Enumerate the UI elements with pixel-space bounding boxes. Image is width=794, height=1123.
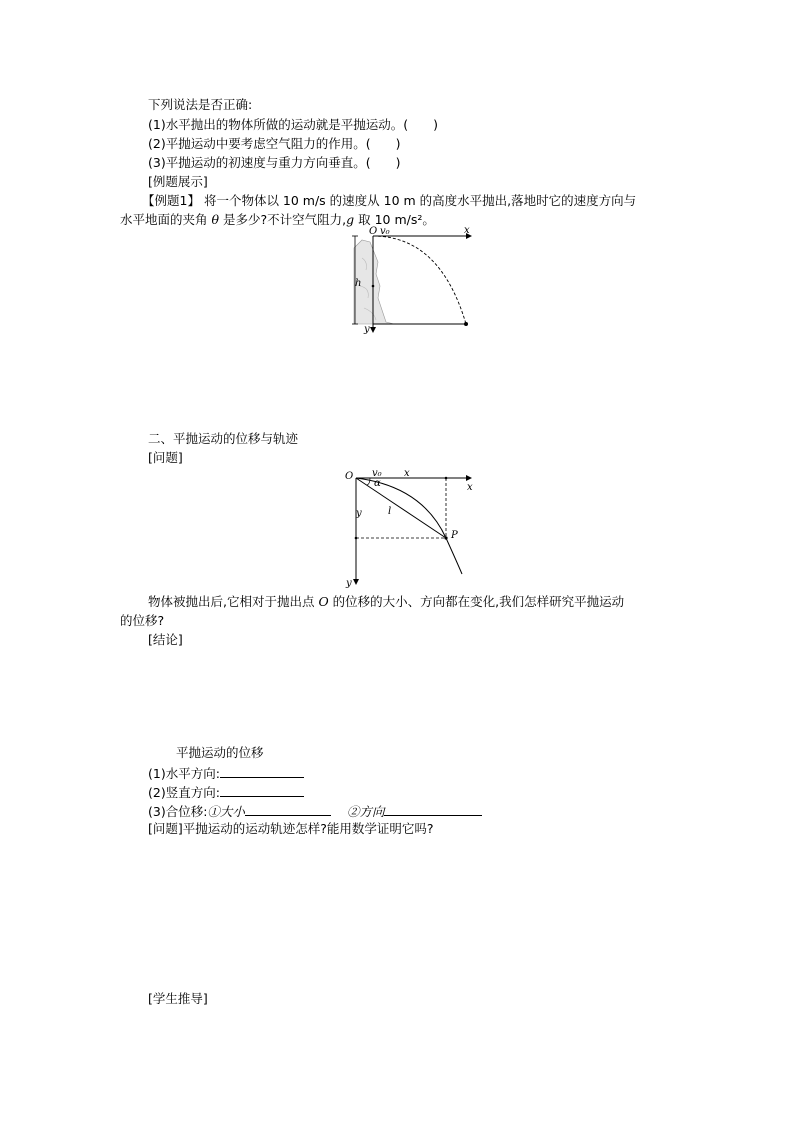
- point-p: [444, 536, 447, 539]
- example-heading: [例题展示]: [148, 174, 208, 189]
- example-text-2b: 是多少?不计空气阻力,: [219, 212, 347, 227]
- direction-blank: [384, 803, 482, 816]
- combined-label: (3)合位移:: [148, 804, 208, 819]
- example-text-2c: 取 10 m/s²。: [354, 212, 435, 227]
- l-label: l: [388, 506, 392, 517]
- conclusion-tag: [结论]: [148, 632, 183, 647]
- v0-label: v₀: [372, 468, 382, 479]
- alpha-label: α: [374, 478, 381, 489]
- vertical-label: (2)竖直方向:: [148, 785, 220, 800]
- student-derivation-tag: [学生推导]: [148, 991, 208, 1006]
- y-label: y: [356, 508, 362, 519]
- displacement-title: 平抛运动的位移: [176, 745, 264, 760]
- horizontal-label: (1)水平方向:: [148, 766, 220, 781]
- example-tag: 【例题1】: [142, 193, 200, 208]
- y-axis-label: y: [346, 578, 352, 589]
- x-top-label: x: [404, 468, 410, 479]
- size-blank: [245, 803, 331, 816]
- question-3: (3)平抛运动的初速度与重力方向垂直。( ): [148, 155, 401, 170]
- landing-point: [464, 322, 468, 326]
- displacement-figure: [342, 466, 482, 590]
- para-text-b: 的位移的大小、方向都在变化,我们怎样研究平抛运动: [328, 594, 625, 609]
- origin-label: O: [345, 471, 354, 482]
- trajectory: [373, 236, 466, 324]
- displacement-line: [356, 478, 446, 538]
- example-text-1: 将一个物体以 10 m/s 的速度从 10 m 的高度水平抛出,落地时它的速度方向与: [203, 193, 637, 208]
- question-2: (2)平抛运动中要考虑空气阻力的作用。( ): [148, 136, 401, 151]
- origin-label: O: [369, 226, 378, 237]
- horizontal-row: [148, 765, 304, 782]
- h-label: h: [355, 278, 362, 289]
- example-text-2a: 水平地面的夹角: [120, 212, 212, 227]
- example-1-line1: [142, 193, 636, 209]
- question-1: (1)水平抛出的物体所做的运动就是平抛运动。( ): [148, 117, 438, 132]
- g-symbol: g: [346, 212, 355, 227]
- direction-label: ②方向: [346, 804, 385, 819]
- section-2-title: 二、平抛运动的位移与轨迹: [148, 431, 299, 446]
- para-text-a: 物体被抛出后,它相对于抛出点: [148, 594, 319, 609]
- questions-intro: 下列说法是否正确:: [148, 97, 253, 112]
- horizontal-blank: [220, 765, 304, 778]
- trajectory-question: [问题]平抛运动的运动轨迹怎样?能用数学证明它吗?: [148, 821, 434, 836]
- question-tag: [问题]: [148, 450, 183, 465]
- vertical-row: [148, 784, 304, 801]
- paragraph-line2: 的位移?: [120, 613, 165, 628]
- v0-label: v₀: [380, 226, 390, 237]
- vertical-blank: [220, 784, 304, 797]
- x-axis-label: x: [467, 482, 473, 493]
- p-label: P: [451, 530, 458, 541]
- paragraph-line1: [148, 594, 624, 610]
- o-symbol: O: [318, 594, 329, 609]
- x-label: x: [464, 225, 470, 236]
- theta-symbol: θ: [211, 212, 220, 227]
- cliff-projectile-figure: [340, 225, 480, 336]
- y-label: y: [364, 324, 370, 335]
- size-label: ①大小: [207, 804, 245, 819]
- combined-row: [148, 803, 482, 820]
